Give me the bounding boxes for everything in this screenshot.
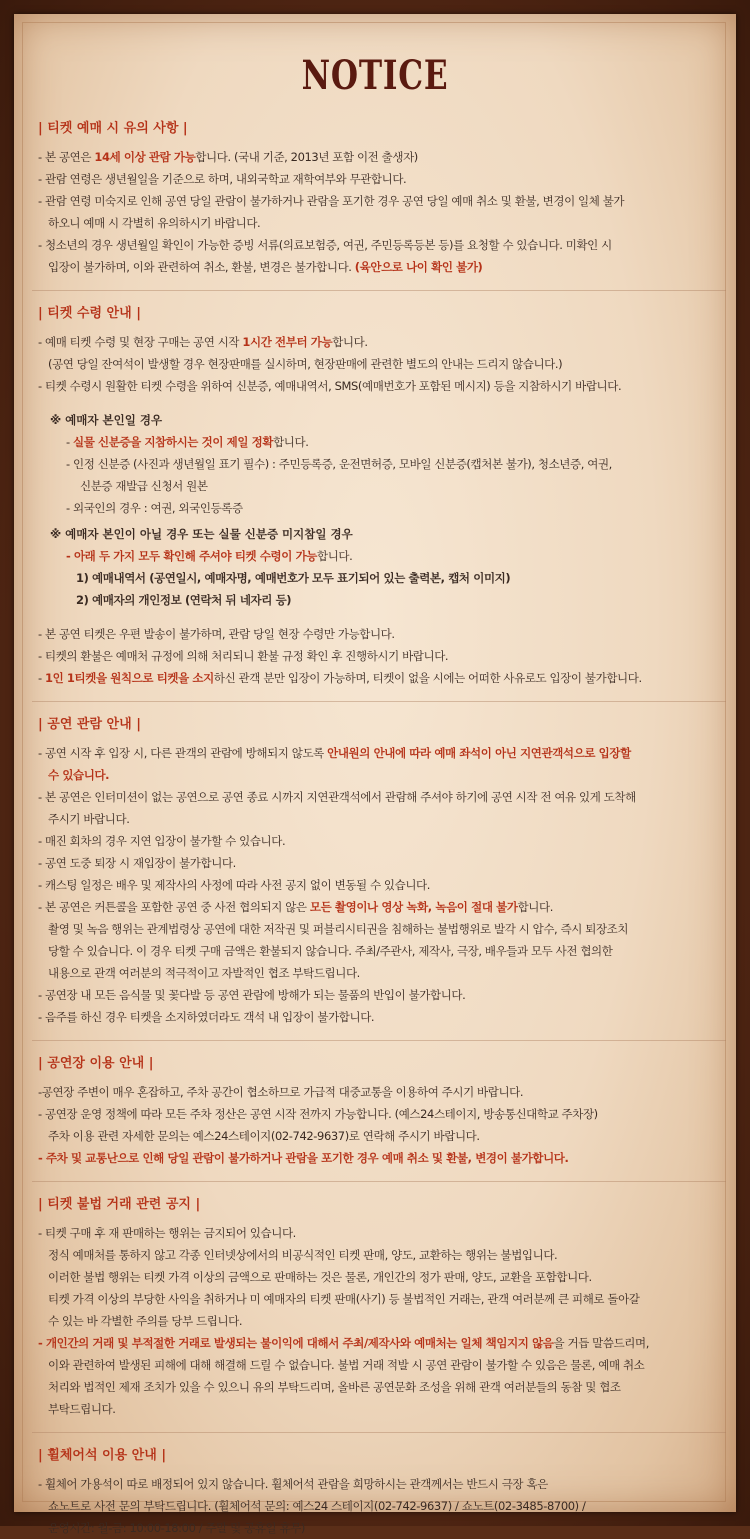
notice-line: 수 있는 바 각별한 주의를 당부 드립니다. [48,1314,243,1328]
notice-line: 당할 수 있습니다. 이 경우 티켓 구매 금액은 환불되지 않습니다. 주최/주관사, 제작사, 극장, 배우들과 모두 사전 협의한 [48,944,613,958]
notice-line: 2) 예매자의 개인정보 (연락처 뒤 네자리 등) [76,593,292,607]
notice-line: 입장이 불가하며, 이와 관련하여 취소, 환불, 변경은 불가합니다. (육안으로 나이 확인 불가) [48,260,483,274]
notice-line: - 본 공연 티켓은 우편 발송이 불가하며, 관람 당일 현장 수령만 가능합니다. [38,627,395,641]
section-heading: | 티켓 수령 안내 | [38,306,141,321]
notice-line: 운영시간: 월-금: 10:00-18:00 / 주말 및 공휴일 휴무) [48,1521,306,1535]
notice-line: 이러한 불법 행위는 티켓 가격 이상의 금액으로 판매하는 것은 물론, 개인간의 정가 판매, 양도, 교환을 포함합니다. [48,1270,592,1284]
notice-line: 촬영 및 녹음 행위는 관계법령상 공연에 대한 저작권 및 퍼블리시티권을 침해하는 불법행위로 발각 시 압수, 즉시 퇴장조치 [48,922,629,936]
notice-line: 하오니 예매 시 각별히 유의하시기 바랍니다. [48,216,261,230]
notice-line: - 관람 연령은 생년월일을 기준으로 하며, 내외국학교 재학여부와 무관합니다. [38,172,407,186]
notice-line: 티켓 가격 이상의 부당한 사익을 취하거나 미 예매자의 티켓 판매(사기) 등 불법적인 거래는, 관객 여러분께 큰 피해로 돌아갈 [48,1292,640,1306]
notice-line: 내용으로 관객 여러분의 적극적이고 자발적인 협조 부탁드립니다. [48,966,360,980]
notice-line: - 아래 두 가지 모두 확인해 주셔야 티켓 수령이 가능합니다. [66,549,353,563]
notice-line: - 티켓 수령시 원활한 티켓 수령을 위하여 신분증, 예매내역서, SMS(예매번호가 포함된 메시지) 등을 지참하시기 바랍니다. [38,379,622,393]
notice-line: - 티켓의 환불은 예매처 규정에 의해 처리되니 환불 규정 확인 후 진행하시기 바랍니다. [38,649,449,663]
notice-line: - 본 공연은 커튼콜을 포함한 공연 중 사전 협의되지 않은 모든 촬영이나 영상 녹화, 녹음이 절대 불가합니다. [38,900,553,914]
notice-line: - 주차 및 교통난으로 인해 당일 관람이 불가하거나 관람을 포기한 경우 예매 취소 및 환불, 변경이 불가합니다. [38,1151,569,1165]
notice-line: 부탁드립니다. [48,1402,116,1416]
notice-line: - 캐스팅 일정은 배우 및 제작사의 사정에 따라 사전 공지 없이 변동될 수 있습니다. [38,878,431,892]
notice-line: - 티켓 구매 후 재 판매하는 행위는 금지되어 있습니다. [38,1226,296,1240]
notice-line: (공연 당일 잔여석이 발생할 경우 현장판매를 실시하며, 현장판매에 관련한 별도의 안내는 드리지 않습니다.) [48,357,563,371]
notice-line: - 본 공연은 14세 이상 관람 가능합니다. (국내 기준, 2013년 포함 이전 출생자) [38,150,418,164]
notice-line: - 실물 신분증을 지참하시는 것이 제일 정확합니다. [66,435,309,449]
notice-line: - 공연장 운영 정책에 따라 모든 주차 정산은 공연 시작 전까지 가능합니다. (예스24스테이지, 방송통신대학교 주차장) [38,1107,598,1121]
section-ticket-pickup [38,303,718,689]
notice-line: 수 있습니다. [48,768,110,782]
notice-line: 쇼노트로 사전 문의 부탁드립니다. (휠체어석 문의: 예스24 스테이지(02-742-9637) / 쇼노트(02-3485-8700) / [48,1499,586,1513]
notice-line: - 예매 티켓 수령 및 현장 구매는 공연 시작 1시간 전부터 가능합니다. [38,335,368,349]
notice-line: - 공연 시작 후 입장 시, 다른 관객의 관람에 방해되지 않도록 안내원의 안내에 따라 예매 좌석이 아닌 지연관객석으로 입장할 [38,746,631,760]
page-title: NOTICE [301,52,449,99]
section-booking-cautions [38,118,718,278]
sub-heading: ※ 예매자 본인이 아닐 경우 또는 실물 신분증 미지참일 경우 [50,527,353,541]
section-divider [32,701,726,702]
notice-line: - 음주를 하신 경우 티켓을 소지하였더라도 객석 내 입장이 불가합니다. [38,1010,375,1024]
notice-content [38,118,718,1539]
section-heading: | 공연 관람 안내 | [38,717,141,732]
notice-line: - 청소년의 경우 생년월일 확인이 가능한 증빙 서류(의료보험증, 여권, 주민등록등본 등)를 요청할 수 있습니다. 미확인 시 [38,238,612,252]
notice-line: 1) 예매내역서 (공연일시, 예매자명, 예매번호가 모두 표기되어 있는 출력본, 캡처 이미지) [76,571,511,585]
notice-line: 처리와 법적인 제재 조치가 있을 수 있으니 유의 부탁드리며, 올바른 공연문화 조성을 위해 관객 여러분들의 동참 및 협조 [48,1380,621,1394]
sub-heading: ※ 예매자 본인일 경우 [50,413,163,427]
notice-line: - 외국인의 경우 : 여권, 외국인등록증 [66,501,243,515]
notice-line: 주차 이용 관련 자세한 문의는 예스24스테이지(02-742-9637)로 연락해 주시기 바랍니다. [48,1129,480,1143]
section-divider [32,1040,726,1041]
notice-line: - 인정 신분증 (사진과 생년월일 표기 필수) : 주민등록증, 운전면허증, 모바일 신분증(캡처본 불가), 청소년증, 여권, [66,457,612,471]
notice-line: 주시기 바랍니다. [48,812,130,826]
section-divider [32,1181,726,1182]
notice-line: - 공연장 내 모든 음식물 및 꽃다발 등 공연 관람에 방해가 되는 물품의 반입이 불가합니다. [38,988,466,1002]
section-heading: | 티켓 불법 거래 관련 공지 | [38,1197,201,1212]
section-wheelchair [38,1445,718,1539]
section-viewing-guide [38,714,718,1028]
section-heading: | 공연장 이용 안내 | [38,1056,154,1071]
section-heading: | 티켓 예매 시 유의 사항 | [38,121,188,136]
notice-line: 정식 예매처를 통하지 않고 각종 인터넷상에서의 비공식적인 티켓 판매, 양도, 교환하는 행위는 불법입니다. [48,1248,558,1262]
section-heading: | 휠체어석 이용 안내 | [38,1448,167,1463]
notice-line: - 본 공연은 인터미션이 없는 공연으로 공연 종료 시까지 지연관객석에서 관람해 주셔야 하기에 공연 시작 전 여유 있게 도착해 [38,790,636,804]
notice-line: - 매진 회차의 경우 지연 입장이 불가할 수 있습니다. [38,834,286,848]
section-divider [32,290,726,291]
section-illegal-trade [38,1194,718,1420]
notice-line: - 휠체어 가용석이 따로 배정되어 있지 않습니다. 휠체어석 관람을 희망하시는 관객께서는 반드시 극장 혹은 [38,1477,548,1491]
section-divider [32,1432,726,1433]
notice-line: - 공연 도중 퇴장 시 재입장이 불가합니다. [38,856,236,870]
notice-line: - 관람 연령 미숙지로 인해 공연 당일 관람이 불가하거나 관람을 포기한 경우 공연 당일 예매 취소 및 환불, 변경이 일체 불가 [38,194,625,208]
notice-line: 신분증 재발급 신청서 원본 [80,479,208,493]
notice-line: - 1인 1티켓을 원칙으로 티켓을 소지하신 관객 분만 입장이 가능하며, 티켓이 없을 시에는 어떠한 사유로도 입장이 불가합니다. [38,671,642,685]
notice-line: - 개인간의 거래 및 부적절한 거래로 발생되는 불이익에 대해서 주최/제작사와 예매처는 일체 책임지지 않음을 거듭 말씀드리며, [38,1336,649,1350]
notice-line: -공연장 주변이 매우 혼잡하고, 주차 공간이 협소하므로 가급적 대중교통을 이용하여 주시기 바랍니다. [38,1085,524,1099]
notice-line: 이와 관련하여 발생된 피해에 대해 해결해 드릴 수 없습니다. 불법 거래 적발 시 공연 관람이 불가할 수 있음은 물론, 예매 취소 [48,1358,645,1372]
section-venue-guide [38,1053,718,1169]
